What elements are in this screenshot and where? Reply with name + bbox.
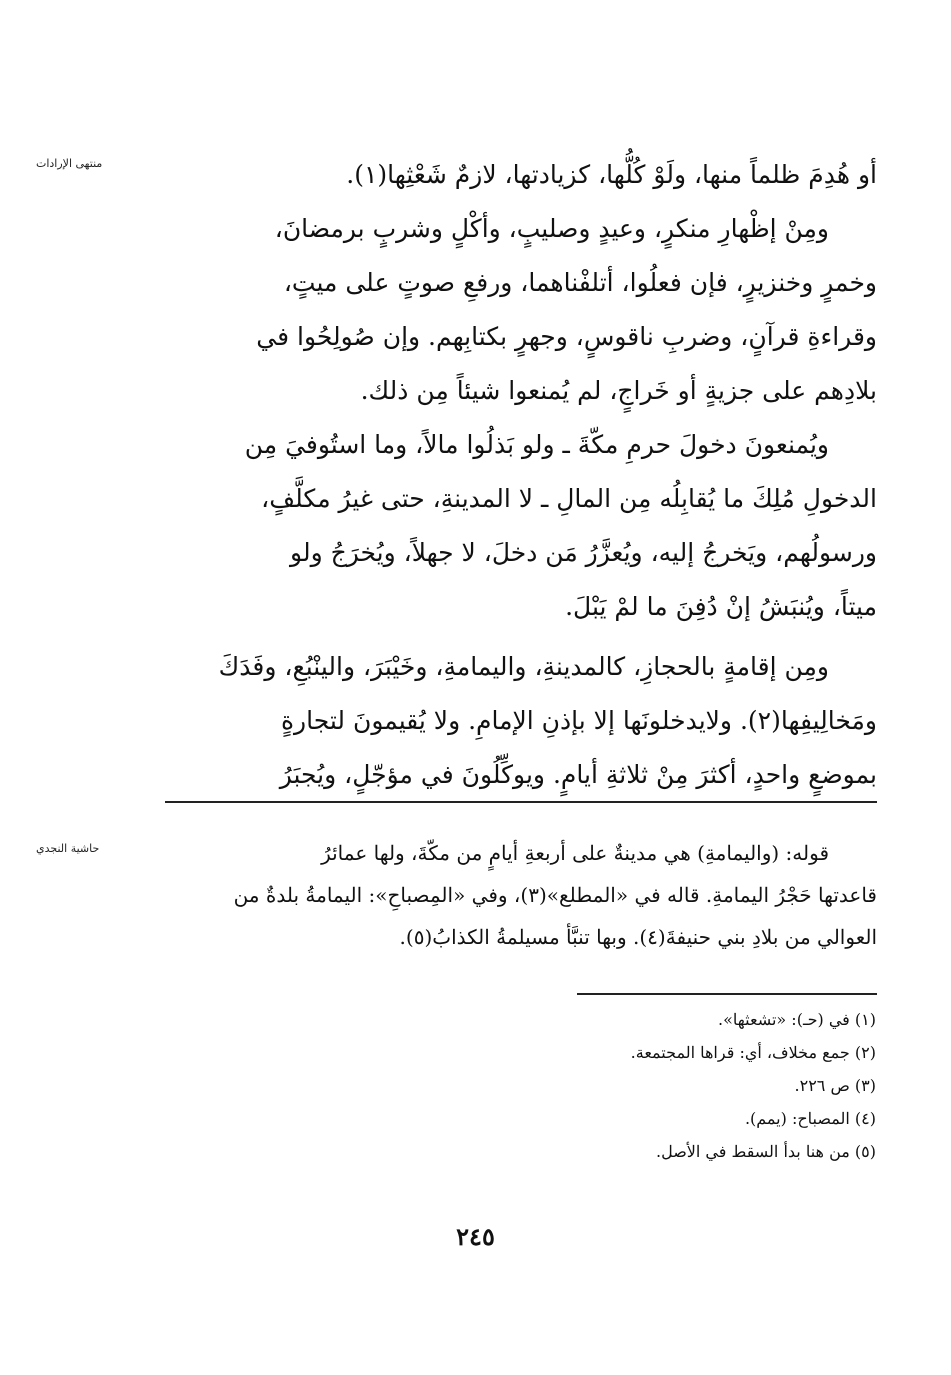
text-line: ومَخالِيفِها(٢). ولايدخلونَها إلا بإذنِ الإمامِ. ولا يُقيمونَ لتجارةٍ bbox=[280, 706, 877, 735]
text-line: ميتاً، ويُنبَشُ إنْ دُفِنَ ما لمْ يَبْلَ. bbox=[565, 592, 877, 621]
footnote: (١) في (حـ): «تشعثها». bbox=[718, 1010, 876, 1029]
text-line: الدخولِ مُلِكَ ما يُقابِلُه مِن المالِ ـ لا المدينةِ، حتى غيرُ مكلَّفٍ، bbox=[261, 484, 877, 513]
commentary-line: قاعدتها حَجْرُ اليمامةِ. قاله في «المطلع»(٣)، وفي «المِصباحِ»: اليمامةُ بلدةٌ من bbox=[233, 883, 877, 907]
running-header-label: منتهى الإرادات bbox=[36, 157, 103, 170]
commentary-line: العوالي من بلادِ بني حنيفةَ(٤). وبها تنبَّأ مسيلمةُ الكذابُ(٥). bbox=[399, 925, 877, 949]
footnote: (٥) من هنا بدأ السقط في الأصل. bbox=[655, 1142, 876, 1161]
text-line: ويُمنعونَ دخولَ حرمِ مكّةَ ـ ولو بَذلُوا مالاً، وما استُوفيَ مِن bbox=[244, 430, 829, 459]
text-line: بموضعٍ واحدٍ، أكثرَ مِنْ ثلاثةِ أيامٍ. ويوكِّلُونَ في مؤجّلٍ، ويُجبَرُ bbox=[279, 760, 877, 789]
footnote: (٣) ص ٢٢٦. bbox=[794, 1076, 876, 1095]
text-line: وخمرٍ وخنزيرٍ، فإن فعلُوا، أتلفْناهما، ورفعِ صوتٍ على ميتٍ، bbox=[283, 268, 877, 297]
page-number: ٢٤٥ bbox=[456, 1222, 495, 1251]
main-text-block bbox=[165, 148, 877, 802]
footnotes bbox=[631, 1003, 876, 1168]
footnote-separator bbox=[577, 993, 877, 995]
footnote: (٤) المصباح: (يمم). bbox=[744, 1109, 876, 1128]
text-line: ومِنْ إظْهارِ منكرٍ، وعيدٍ وصليبٍ، وأكْلٍ وشربٍ برمضانَ، bbox=[274, 214, 829, 243]
commentary-block bbox=[165, 832, 877, 958]
text-line: بلادِهم على جزيةٍ أو خَراجٍ، لم يُمنعوا شيئاً مِن ذلك. bbox=[360, 376, 877, 405]
text-line: أو هُدِمَ ظلماً منها، ولَوْ كُلُّها، كزيادتها، لازمٌ شَعْثِها(١). bbox=[346, 160, 877, 189]
commentary-line: قوله: (واليمامةِ) هي مدينةٌ على أربعةِ أيامٍ من مكّةَ، ولها عمائرُ bbox=[321, 841, 829, 865]
commentary-margin-label: حاشية النجدي bbox=[36, 842, 100, 855]
footnote: (٢) جمع مخلاف، أي: قراها المجتمعة. bbox=[630, 1043, 876, 1062]
text-line: وقراءةِ قرآنٍ، وضربِ ناقوسٍ، وجهرٍ بكتابِهم. وإن صُولِحُوا في bbox=[256, 322, 877, 351]
text-line: ومِن إقامةٍ بالحجازِ، كالمدينةِ، واليمامةِ، وخَيْبَرَ، والينْبُعِ، وفَدَكَ bbox=[218, 652, 829, 681]
main-text-rule bbox=[165, 801, 877, 803]
text-line: ورسولُهم، ويَخرجُ إليه، ويُعزَّرُ مَن دخلَ، لا جهلاً، ويُخرَجُ ولو bbox=[290, 538, 877, 567]
